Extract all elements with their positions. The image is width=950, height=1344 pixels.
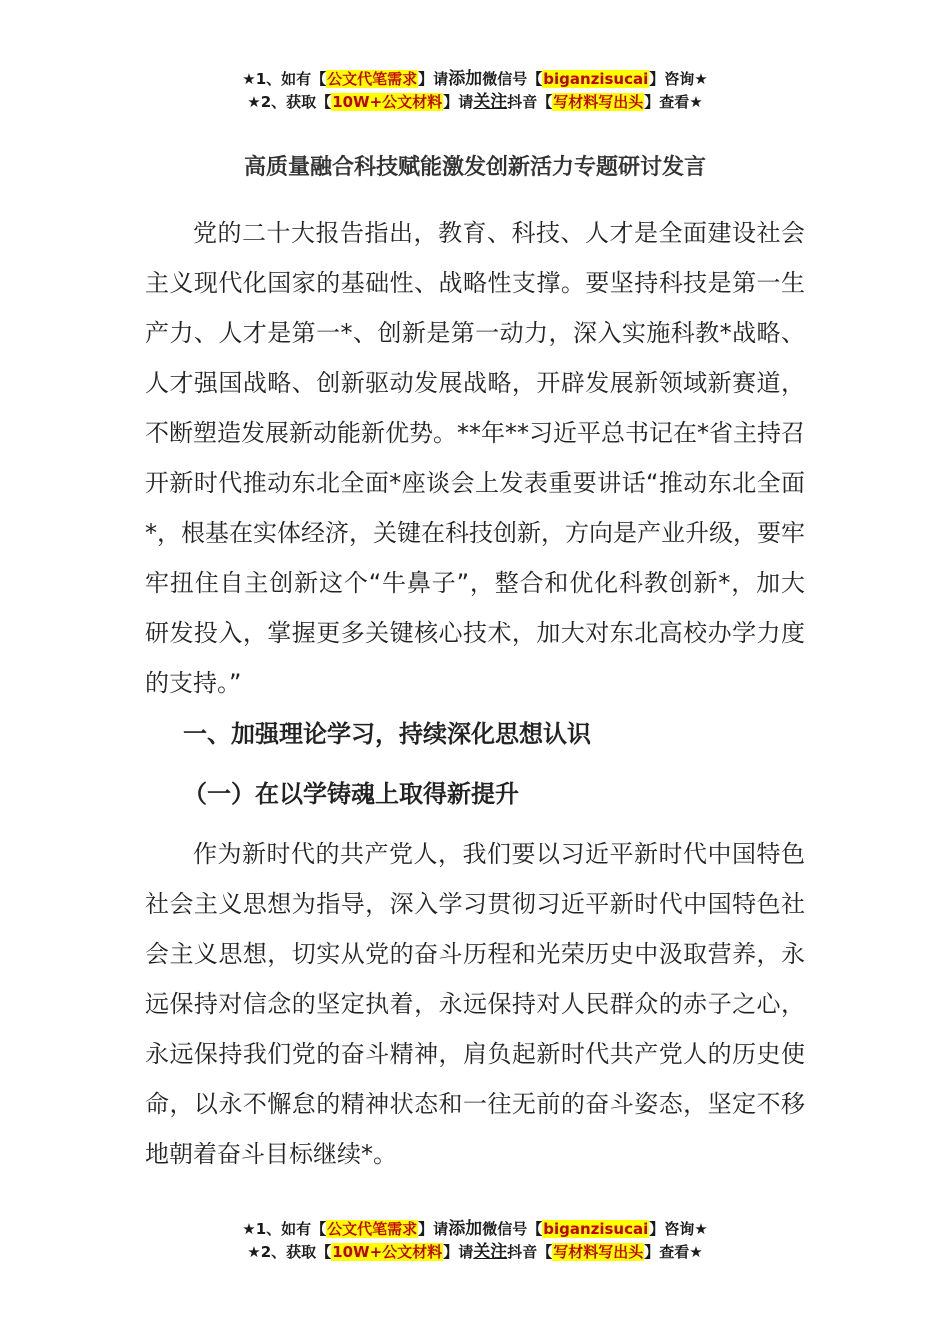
- banner-text: 】咨询★: [649, 1220, 708, 1238]
- banner-text: 】请: [443, 93, 474, 111]
- banner-text: ★1、如有【: [242, 70, 327, 88]
- banner-text: 抖音【: [507, 1243, 553, 1261]
- highlight-wechat-id: biganzisucai: [543, 1220, 649, 1238]
- paragraph-intro: 党的二十大报告指出，教育、科技、人才是全面建设社会主义现代化国家的基础性、战略性支撑。要坚持科技是第一生产力、人才是第一*、创新是第一动力，深入实施科教*战略、人才强国战略、创新驱动发展战略，开辟发展新领域新赛道，不断塑造发展新动能新优势。**年**习近平总书记在*省主持召开新时代推动东北全面*座谈会上发表重要讲话“推动东北全面*，根基在实体经济，关键在科技创新，方向是产业升级，要牢牢扭住自主创新这个“牛鼻子”，整合和优化科教创新*，加大研发投入，掌握更多关键核心技术，加大对东北高校办学力度的支持。”: [145, 219, 805, 697]
- banner-text: 微信号【: [482, 1220, 543, 1238]
- banner-emphasis: 添加: [448, 1219, 483, 1239]
- paragraph-body: 作为新时代的共产党人，我们要以习近平新时代中国特色社会主义思想为指导，深入学习贯彻习近平新时代中国特色社会主义思想，切实从党的奋斗历程和光荣历史中汲取营养，永远保持对信念的坚定执着，永远保持对人民群众的赤子之心，永远保持我们党的奋斗精神，肩负起新时代共产党人的历史使命，以永不懈怠的精神状态和一往无前的奋斗姿态，坚定不移地朝着奋斗目标继续*。: [145, 840, 805, 1168]
- body-section-1: [145, 829, 805, 1179]
- banner-text: ★2、获取【: [247, 1243, 332, 1261]
- banner-text: 抖音【: [507, 93, 553, 111]
- heading-level-2: （一）在以学铸魂上取得新提升: [183, 780, 519, 808]
- ad-banner-bottom: [0, 1218, 950, 1264]
- banner-text: 】请: [443, 1243, 474, 1261]
- highlight-douyin: 写材料写出头: [553, 93, 644, 111]
- highlight-materials: 10W+公文材料: [332, 1243, 443, 1261]
- ad-banner-top: [0, 68, 950, 114]
- banner-line-2: [0, 1241, 950, 1264]
- section-heading-2: [145, 774, 805, 814]
- highlight-service: 公文代笔需求: [327, 1220, 418, 1238]
- banner-emphasis: 关注: [473, 1242, 508, 1262]
- body-section-intro: [145, 208, 805, 708]
- banner-text: ★2、获取【: [247, 93, 332, 111]
- banner-text: 】请: [418, 1220, 449, 1238]
- document-title: 高质量融合科技赋能激发创新活力专题研讨发言: [243, 155, 706, 180]
- highlight-douyin: 写材料写出头: [553, 1243, 644, 1261]
- banner-line-1: [0, 1218, 950, 1241]
- banner-text: 微信号【: [482, 70, 543, 88]
- highlight-service: 公文代笔需求: [327, 70, 418, 88]
- banner-emphasis: 添加: [448, 69, 483, 89]
- highlight-wechat-id: biganzisucai: [543, 70, 649, 88]
- banner-line-1: [0, 68, 950, 91]
- section-heading-1: [145, 714, 805, 754]
- banner-emphasis: 关注: [473, 92, 508, 112]
- banner-text: ★1、如有【: [242, 1220, 327, 1238]
- banner-text: 】查看★: [644, 1243, 703, 1261]
- banner-text: 】请: [418, 70, 449, 88]
- heading-level-1: 一、加强理论学习，持续深化思想认识: [183, 720, 591, 748]
- banner-text: 】咨询★: [649, 70, 708, 88]
- banner-line-2: [0, 91, 950, 114]
- banner-text: 】查看★: [644, 93, 703, 111]
- highlight-materials: 10W+公文材料: [332, 93, 443, 111]
